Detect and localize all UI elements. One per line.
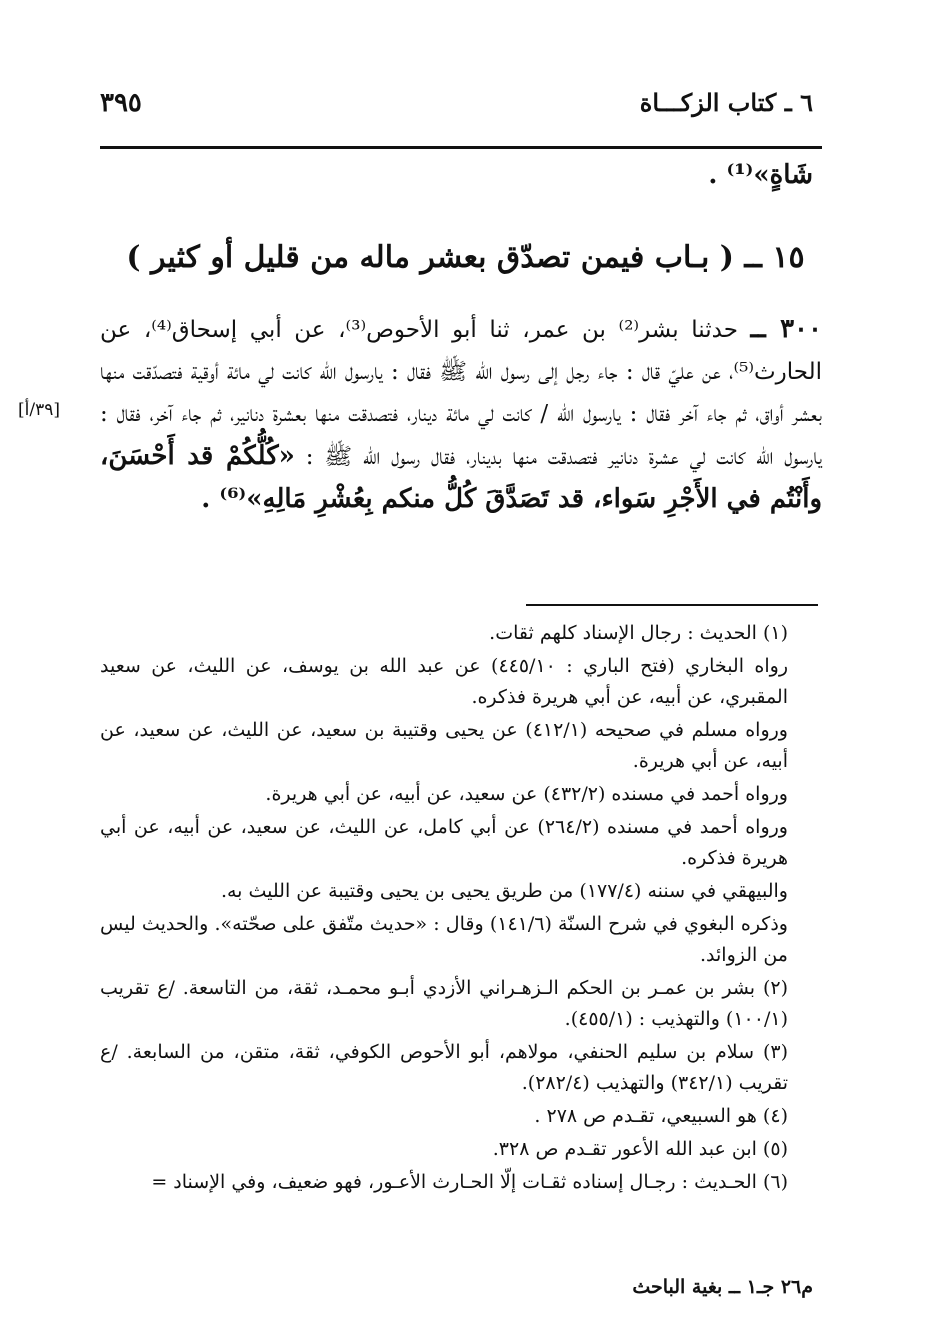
header-rule — [100, 146, 822, 149]
running-header-chapter: ٦ ـ كتاب الزكـــاة — [639, 88, 813, 117]
footnote-1-ahmad-b: ورواه أحمد في مسنده (٢٦٤/٢) عن أبي كامل، عن الليث، عن سعيد، عن أبيه، عن أبي هريرة فذكره. — [100, 816, 788, 869]
footnote-1-muslim: ورواه مسلم في صحيحه (٤١٢/١) عن يحيى وقتيبة بن سعيد، عن الليث، عن سعيد، عن أبيه، عن أبي هريرة. — [100, 719, 788, 772]
chapter-title: ١٥ ــ ( بـاب فيمن تصدّق بعشر ماله من قليل أو كثير ) — [126, 240, 805, 275]
footnote-1-baghawi: وذكره البغوي في شرح السنّة (١٤١/٦) وقال : «حديث متّفق على صحّته». والحديث ليس من الزوائد. — [100, 913, 788, 966]
footnote-1: (١) الحديث : رجال الإسناد كلهم ثقات. — [489, 622, 788, 644]
footnote-1-bayhaqi: والبيهقي في سننه (١٧٧/٤) من طريق يحيى بن يحيى وقتيبة عن الليث به. — [220, 880, 788, 902]
prophet-saying: «كُلُّكُمْ قد أَحْسَنَ، وأَنْتُم في الأَجْرِ سَواء، قد تَصَدَّقَ كُلُّ منكم بِعُشْرِ مَالِهِ»⁽⁶⁾ . — [100, 441, 822, 514]
footnote-3: (٣) سلام بن سليم الحنفي، مولاهم، أبو الأحوص الكوفي، ثقة، متقن، من السابعة. /ع تقريب (٣٤٢/١) والتهذيب (٢٨٢/٤). — [100, 1041, 788, 1094]
page-number: ٣٩٥ — [100, 88, 142, 118]
footnote-1-ahmad-a: ورواه أحمد في مسنده (٤٣٢/٢) عن سعيد، عن أبيه، عن أبي هريرة. — [265, 783, 788, 805]
footnotes — [100, 618, 822, 1200]
signature-footer: م٢٦ جـ١ ــ بغية الباحث — [632, 1276, 813, 1298]
footnote-1-bukhari: رواه البخاري (فتح الباري : ٤٤٥/١٠) عن عبد الله بن يوسف، عن الليث، عن سعيد المقبري، عن أبيه، عن أبي هريرة فذكره. — [100, 655, 788, 708]
footnote-separator — [526, 604, 818, 606]
hadith-paragraph — [100, 308, 822, 521]
footnote-4: (٤) هو السبيعي، تقـدم ص ٢٧٨ . — [534, 1105, 788, 1127]
hadith-block — [100, 308, 822, 521]
footnote-2: (٢) بشر بن عمـر بن الحكم الـزهـراني الأزدي أبـو محمـد، ثقة، من التاسعة. /ع تقريب (١٠٠/١) والتهذيب : (٤٥٥/١). — [100, 977, 788, 1030]
hadith-text: حدثنا بشر⁽²⁾ بن عمر، ثنا أبو الأحوص⁽³⁾، عن أبي إسحاق⁽⁴⁾، عن الحارث⁽⁵⁾، عن عليّ قال : جاء رجل إلى رسول الله ﷺ فقال : يارسول الله كانت لي مائة أوقية فتصدّقت منها بعشر أواق، ثم جاء آخر فقال : يارسول الله / كانت لي مائة دينار، فتصدقت منها بعشرة دنانير، ثم جاء آخر، فقال : يارسول الله كانت لي عشرة دنانير فتصدقت منها بدينار، فقال رسول الله ﷺ : — [100, 317, 823, 470]
hadith-number: ٣٠٠ ــ — [750, 314, 822, 344]
manuscript-folio-note: [٣٩/أ] — [18, 400, 60, 420]
footnote-5: (٥) ابن عبد الله الأعور تقـدم ص ٣٢٨. — [492, 1138, 788, 1160]
footnote-6: (٦) الحـديث : رجـال إسناده ثقـات إلّا الحـارث الأعـور، فهو ضعيف، وفي الإسناد = — [151, 1171, 788, 1193]
continued-text: شَاةٍ»⁽¹⁾ . — [708, 160, 813, 190]
